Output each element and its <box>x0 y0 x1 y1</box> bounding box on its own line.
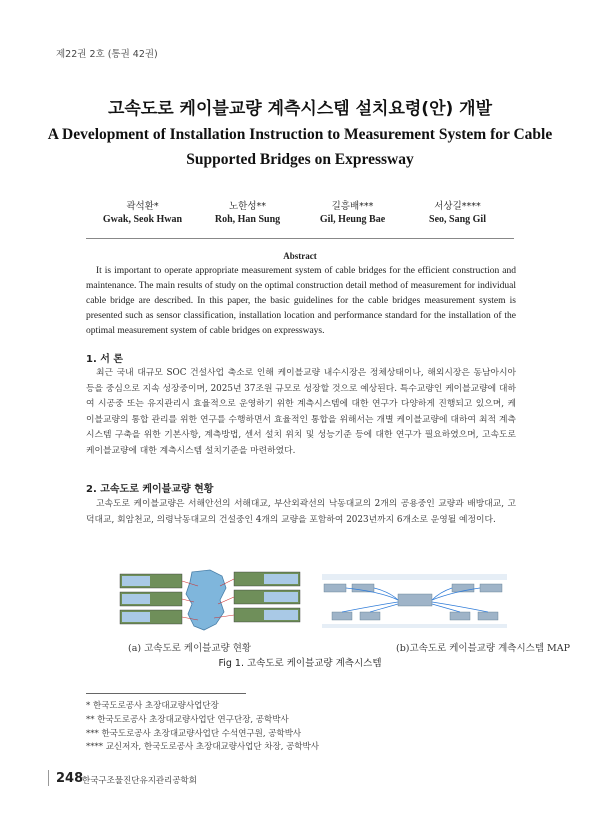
title-english: A Development of Installation Instruction to Measurement System for Cable Supported Bridges on Expressway <box>47 126 553 168</box>
author-ko-1: 곽석환* <box>126 201 159 212</box>
journal-name: 한국구조물진단유지관리공학회 <box>82 776 197 786</box>
authors-korean <box>90 198 510 212</box>
title-korean: 고속도로 케이블교량 계측시스템 설치요령(안) 개발 <box>107 99 493 119</box>
author-en-1: Gwak, Seok Hwan <box>102 214 183 225</box>
abstract-text: It is important to operate appropriate measurement system of cable bridges for the efficient construction and maintenance. The main results of study on the optimal construction detail method of measurement for individual cable bridge are described. In this paper, the basic guidelines for the cable bridges measurement system is presented such as sensor classification, installation location and performance standard for the installation of the optimal measurement system of cable bridges on expressways. <box>86 266 516 336</box>
author-en-3: Gil, Heung Bae <box>319 214 386 225</box>
figure-caption: Fig 1. 고속도로 케이블교량 계측시스템 <box>218 658 382 669</box>
divider <box>86 238 514 239</box>
authors-english <box>90 214 510 225</box>
footnotes <box>86 700 319 755</box>
section-1-heading: 1. 서 론 <box>86 354 124 365</box>
footnote-3: *** 한국도로공사 초장대교량사업단 수석연구원, 공학박사 <box>86 728 302 739</box>
footnote-1: * 한국도로공사 초장대교량사업단장 <box>86 701 219 711</box>
author-en-2: Roh, Han Sung <box>214 214 281 225</box>
section-2-text: 고속도로 케이블교량은 서해안선의 서해대교, 부산외곽선의 낙동대교의 2개의 공용중인 교량과 배방대교, 고덕대교, 회암천교, 의령낙동대교의 건설중인 4개의 교량을 포함하여 2023년까지 6개소로 운영될 예정이다. <box>86 499 516 525</box>
author-ko-2: 노한성** <box>228 201 267 212</box>
abstract-heading: Abstract <box>283 251 317 261</box>
author-en-4: Seo, Sang Gil <box>429 214 486 225</box>
measurement-system-map-figure <box>312 570 517 632</box>
figure-caption-a: (a) 고속도로 케이블교량 현황 <box>128 643 252 654</box>
page-number: 248 <box>56 771 84 786</box>
author-ko-4: 서상길**** <box>434 201 481 212</box>
footnote-2: ** 한국도로공사 초장대교량사업단 연구단장, 공학박사 <box>86 714 289 725</box>
page-number-bar <box>48 770 49 786</box>
section-1-text: 최근 국내 대규모 SOC 건설사업 축소로 인해 케이블교량 내수시장은 정체상태이나, 해외시장은 동남아시아 등을 중심으로 지속 성장중이며, 2025년 37조원 규모로 성장할 것으로 예상된다. 특수교량인 케이블교량에 대하여 시공중 또는 유지관리시 효율적으로 운영하기 위한 계측시스템에 대한 연구가 다양하게 진행되고 있으며, 케이블교량의 통합 관리를 위한 연구를 수행하면서 효율적인 통합을 위해서는 개별 케이블교량에 대하여 최적 계측시스템 구축을 위한 기본사항, 계측방법, 센서 설치 위치 및 성능기준 등에 대한 연구가 필요하였으며, 고속도로 케이블교량에 대한 계측시스템 설치기준을 마련하였다. <box>86 368 516 456</box>
photo-panels-left <box>120 574 182 624</box>
photo-panels-right <box>234 572 300 622</box>
author-ko-3: 길흥배*** <box>331 201 374 212</box>
journal-issue: 제22권 2호 (통권 42권) <box>56 49 158 60</box>
bridge-map-figure <box>114 566 324 636</box>
footnote-4: **** 교신저자, 한국도로공사 초장대교량사업단 차장, 공학박사 <box>86 742 319 753</box>
figure-caption-b: (b)고속도로 케이블교량 계측시스템 MAP <box>396 643 571 654</box>
section-2-heading: 2. 고속도로 케이블교량 현황 <box>86 484 214 495</box>
footnote-divider <box>86 693 246 694</box>
